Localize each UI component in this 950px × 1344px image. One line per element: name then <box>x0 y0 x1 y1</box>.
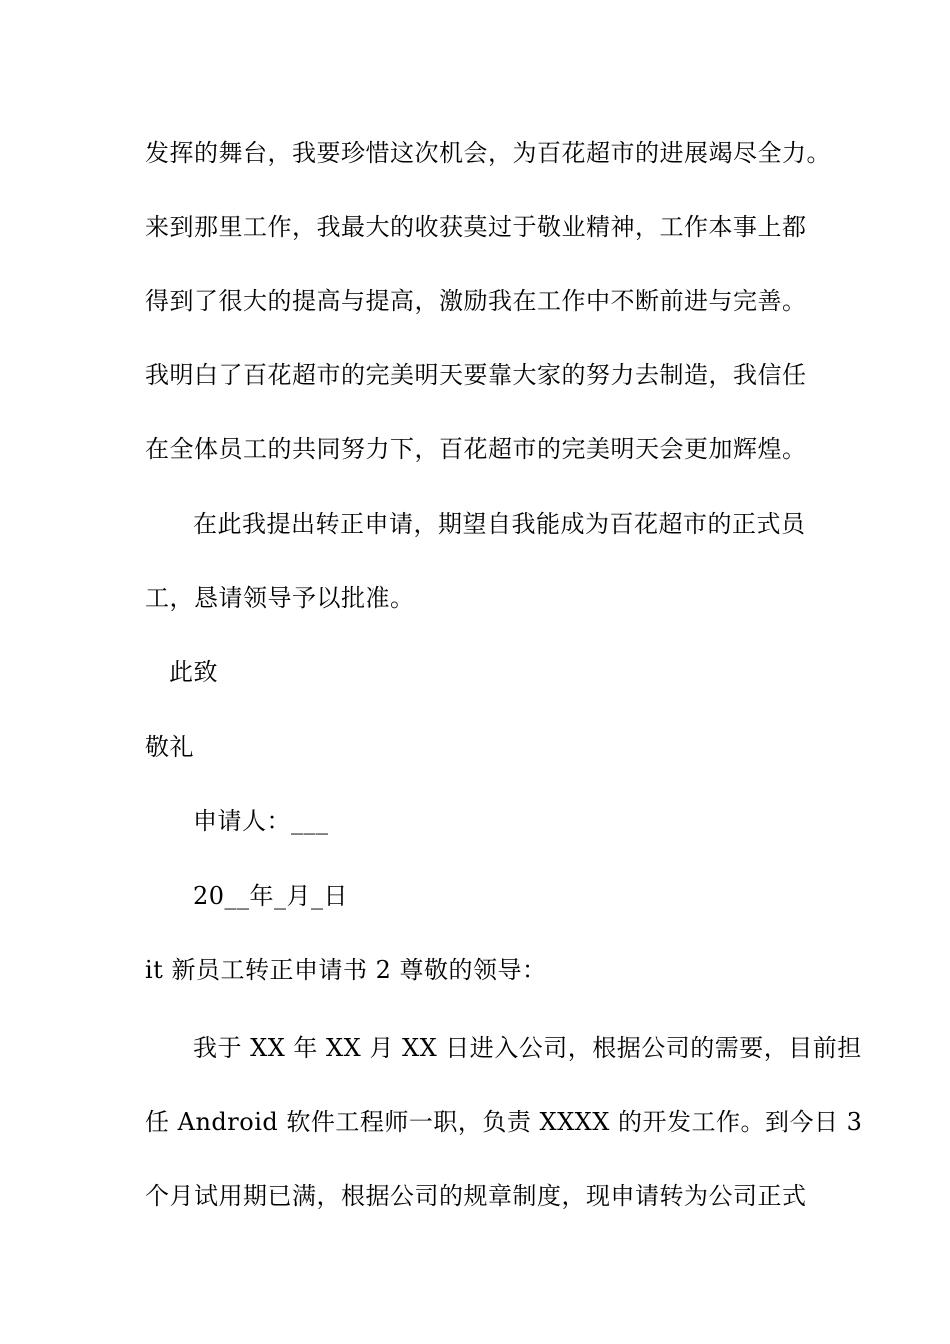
paragraph-line: 我明白了百花超市的完美明天要靠大家的努力去制造，我信任 <box>145 361 807 389</box>
paragraph-line: 在全体员工的共同努力下，百花超市的完美明天会更加辉煌。 <box>145 435 807 463</box>
paragraph-line: 发挥的舞台，我要珍惜这次机会，为百花超市的进展竭尽全力。 <box>145 139 831 167</box>
salutation-closing: 此致 <box>169 658 218 686</box>
section-heading: it 新员工转正申请书 2 尊敬的领导： <box>145 956 547 984</box>
salutation-regards: 敬礼 <box>145 733 194 761</box>
date-line: 20__年_月_日 <box>193 882 349 910</box>
paragraph-line: 我于 XX 年 XX 月 XX 日进入公司，根据公司的需要，目前担 <box>193 1034 862 1062</box>
paragraph-line: 来到那里工作，我最大的收获莫过于敬业精神，工作本事上都 <box>145 213 807 241</box>
paragraph-line: 任 Android 软件工程师一职，负责 XXXX 的开发工作。到今日 3 <box>145 1108 863 1136</box>
paragraph-line: 个月试用期已满，根据公司的规章制度，现申请转为公司正式 <box>145 1182 807 1210</box>
paragraph-line: 得到了很大的提高与提高，激励我在工作中不断前进与完善。 <box>145 287 807 315</box>
applicant-signature: 申请人：___ <box>193 807 329 835</box>
paragraph-line: 在此我提出转正申请，期望自我能成为百花超市的正式员 <box>193 510 806 538</box>
paragraph-line: 工，恳请领导予以批准。 <box>145 584 415 612</box>
